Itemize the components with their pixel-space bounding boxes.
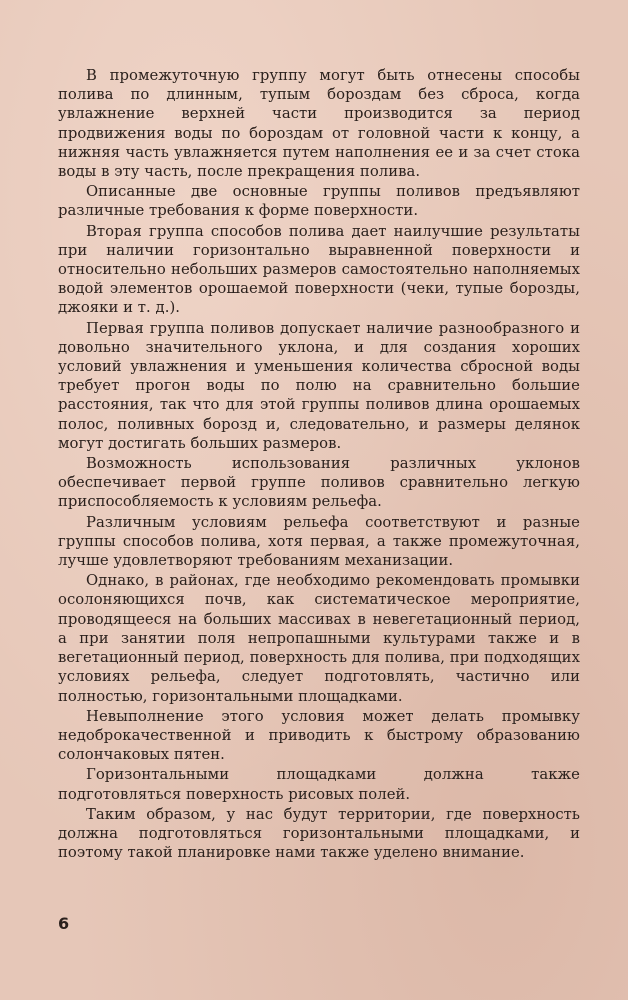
paragraph-intermediate-group: В промежуточную группу могут быть отнесены способы полива по длинным, тупым бороздам без сброса, когда увлажнение верхней части производится за период продвижения воды по бороздам от головной части к концу, а нижняя часть увлажняется путем наполнения ее и за счет стока воды в эту часть, после прекращения полива. [58, 67, 580, 181]
page-body-text [58, 66, 580, 863]
paragraph-relief-conditions: Различным условиям рельефа соответствуют и разные группы способов полива, хотя первая, а также промежуточная, лучше удовлетворяют требованиям механизации. [58, 513, 580, 570]
paragraph-salt-flushing: Однако, в районах, где необходимо рекомендовать промывки осолоняющихся почв, как систематическое мероприятие, проводящееся на больших массивах в невегетационный период, а при занятии поля непропашными культурами также и в вегетационный период, поверхность для полива, при подходящих условиях рельефа, следует подготовлять, частично или полностью, горизонтальными площадками. [58, 572, 580, 705]
page-number: 6 [58, 914, 70, 933]
paragraph-rice-fields: Горизонтальными площадками должна также подготовляться поверхность рисовых полей. [58, 766, 580, 803]
paragraph-conclusion: Таким образом, у нас будут территории, где поверхность должна подготовляться горизонтальными площадками, и поэтому такой планировке нами также уделено внимание. [58, 805, 580, 862]
paragraph-slope-adaptability: Возможность использования различных уклонов обеспечивает первой группе поливов сравнительно легкую приспособляемость к условиям рельефа. [58, 455, 580, 511]
paragraph-noncompliance: Невыполнение этого условия может делать промывку недоброкачественной и приводить к быстрому образованию солончаковых пятен. [58, 707, 580, 764]
paragraph-first-group: Первая группа поливов допускает наличие разнообразного и довольно значительного уклона, и для создания хороших условий увлажнения и уменьшения количества сбросной воды требует прогон воды по полю на сравнительно большие расстояния, так что для этой группы поливов длина орошаемых полос, поливных борозд и, следовательно, и размеры делянок могут достигать больших размеров. [58, 319, 580, 452]
paragraph-two-groups-requirements: Описанные две основные группы поливов предъявляют различные требования к форме поверхности. [58, 183, 580, 220]
paragraph-second-group: Вторая группа способов полива дает наилучшие результаты при наличии горизонтально выравненной поверхности и относительно небольших размеров самостоятельно наполняемых водой элементов орошаемой поверхности (чеки, тупые борозды, джояки и т. д.). [58, 222, 580, 317]
